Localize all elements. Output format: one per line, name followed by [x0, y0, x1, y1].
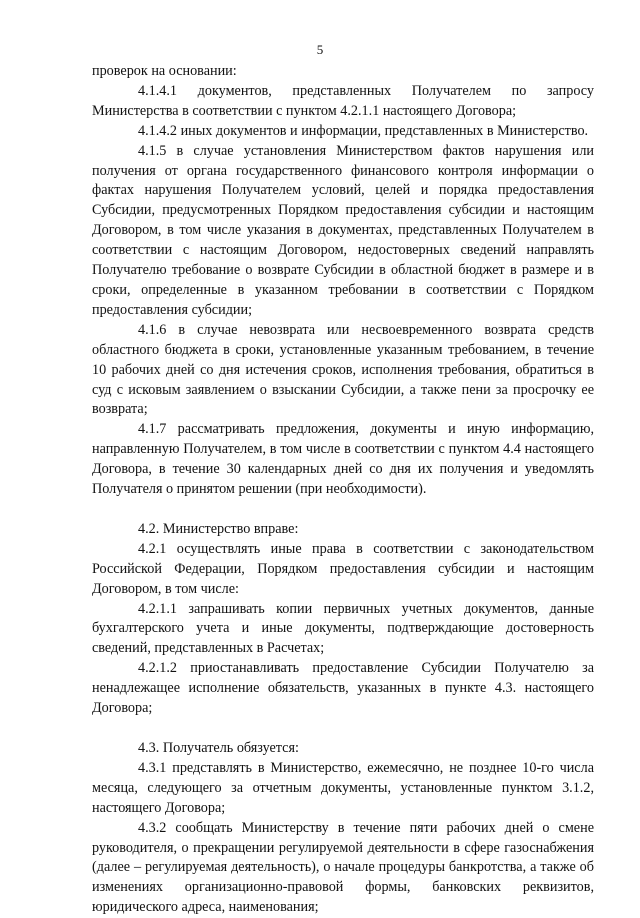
paragraph: 4.1.5 в случае установления Министерством фактов нарушения или получения от органа государственного финансового контроля информации о фактах нарушения Получателем условий, целей и порядка предоставления Субсидии, предусмотренных Порядком предоставления субсидии и настоящим Договором, в том числе указания в документах, представленных Получателем в соответствии с настоящим Договором, недостоверных сведений направлять Получателю требование о возврате Субсидии в областной бюджет в размере и в сроки, определенные в указанном требовании в соответствии с Порядком предоставления субсидии; [92, 142, 594, 318]
paragraph: 4.3.2 сообщать Министерству в течение пяти рабочих дней о смене руководителя, о прекращении регулируемой деятельности в сфере газоснабжения (далее – регулируемая деятельность), о начале процедуры банкротства, а также об изменениях организационно-правовой формы, банковских реквизитов, юридического адреса, наименования; [92, 819, 594, 916]
paragraph: 4.2.1 осуществлять иные права в соответствии с законодательством Российской Федерации, Порядком предоставления субсидии и настоящим Договором, в том числе: [92, 540, 594, 597]
paragraph: 4.1.6 в случае невозврата или несвоевременного возврата средств областного бюджета в сроки, установленные указанным требованием, в течение 10 рабочих дней со дня истечения сроков, исполнения требования, обратиться в суд с исковым заявлением о взыскании Субсидии, а также пени за просрочку ее возврата; [92, 321, 594, 418]
paragraph: 4.1.4.2 иных документов и информации, представленных в Министерство. [138, 122, 589, 139]
document-body [92, 62, 594, 918]
paragraph: 4.2.1.1 запрашивать копии первичных учетных документов, данные бухгалтерского учета и иные документы, подтверждающие достоверность сведений, представленных в Расчетах; [92, 600, 594, 657]
paragraph: 4.2.1.2 приостанавливать предоставление Субсидии Получателю за ненадлежащее исполнение обязательств, указанных в пункте 4.3. настоящего Договора; [92, 660, 594, 717]
paragraph: 4.3.1 представлять в Министерство, ежемесячно, не позднее 10-го числа месяца, следующего за отчетным документы, установленные пунктом 3.1.2, настоящего Договора; [92, 759, 594, 816]
page-number: 5 [316, 42, 324, 57]
paragraph: 4.3. Получатель обязуется: [138, 740, 299, 756]
paragraph: проверок на основании: [92, 63, 237, 79]
paragraph: 4.2. Министерство вправе: [138, 520, 299, 537]
paragraph: 4.1.4.1 документов, представленных Получателем по запросу Министерства в соответствии с пунктом 4.2.1.1 настоящего Договора; [92, 82, 594, 119]
paragraph: 4.1.7 рассматривать предложения, документы и иную информацию, направленную Получателем, в том числе в соответствии с пунктом 4.4 настоящего Договора, в течение 30 календарных дней со дня их получения и уведомлять Получателя о принятом решении (при необходимости). [92, 421, 594, 498]
